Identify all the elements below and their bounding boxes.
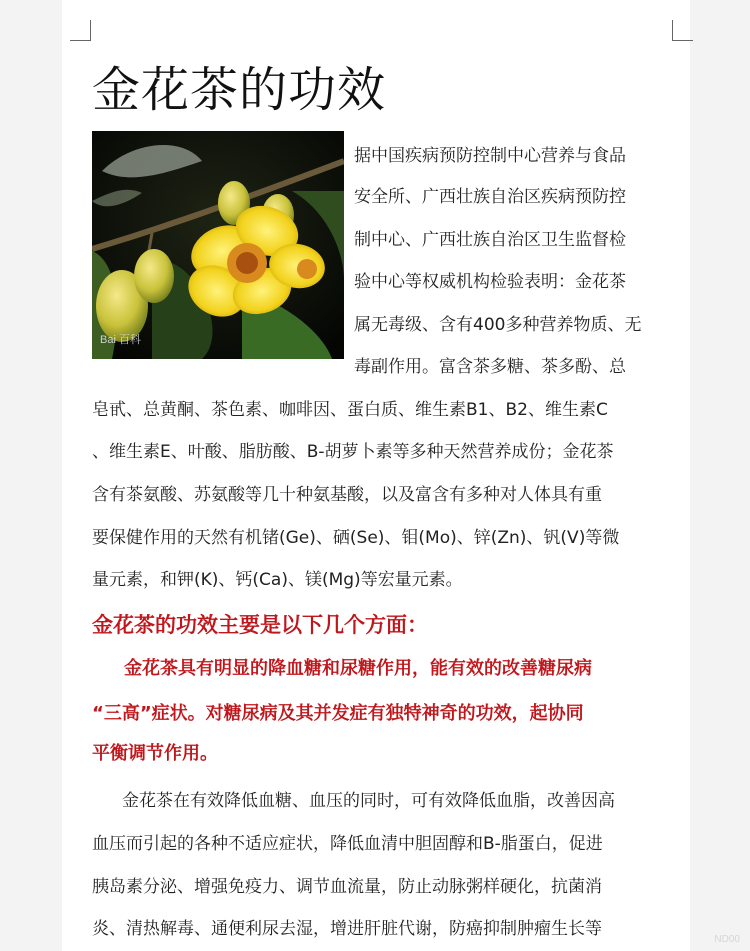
corner-watermark: ND00 xyxy=(714,934,740,945)
text-line: 金花茶在有效降低血糖、血压的同时，可有效降低血脂，改善因高 xyxy=(122,791,615,811)
text-line: 要保健作用的天然有机锗(Ge)、硒(Se)、钼(Mo)、锌(Zn)、钒(V)等微 xyxy=(92,528,620,548)
text-line: 金花茶具有明显的降血糖和尿糖作用，能有效的改善糖尿病 xyxy=(124,658,592,679)
section-heading: 金花茶的功效主要是以下几个方面： xyxy=(92,613,428,637)
text-line: 毒副作用。富含茶多糖、茶多酚、总 xyxy=(354,357,626,377)
photo-watermark: Bai 百科 xyxy=(100,334,141,346)
text-line: 、维生素E、叶酸、脂肪酸、B-胡萝卜素等多种天然营养成份；金花茶 xyxy=(92,442,614,462)
text-line: 量元素，和钾(K)、钙(Ca)、镁(Mg)等宏量元素。 xyxy=(92,570,463,590)
text-line: 据中国疾病预防控制中心营养与食品 xyxy=(354,146,626,166)
document-title: 金花茶的功效 xyxy=(92,62,387,118)
flower-illustration xyxy=(92,131,344,359)
page-corner-mark-left xyxy=(70,20,91,41)
text-line: 炎、清热解毒、通便利尿去湿，增进肝脏代谢，防癌抑制肿瘤生长等 xyxy=(92,919,602,939)
text-line: 含有茶氨酸、苏氨酸等几十种氨基酸，以及富含有多种对人体具有重 xyxy=(92,485,602,505)
text-line: 安全所、广西壮族自治区疾病预防控 xyxy=(354,187,626,207)
page-corner-mark-right xyxy=(672,20,693,41)
text-line: 平衡调节作用。 xyxy=(92,743,218,764)
text-line: “三高”症状。对糖尿病及其并发症有独特神奇的功效，起协同 xyxy=(92,703,584,724)
camellia-flower-photo xyxy=(92,131,344,359)
text-line: 制中心、广西壮族自治区卫生监督检 xyxy=(354,230,626,250)
text-line: 验中心等权威机构检验表明：金花茶 xyxy=(354,272,626,292)
text-line: 胰岛素分泌、增强免疫力、调节血流量，防止动脉粥样硬化，抗菌消 xyxy=(92,877,602,897)
text-line: 血压而引起的各种不适应症状，降低血清中胆固醇和B-脂蛋白，促进 xyxy=(92,834,603,854)
text-line: 属无毒级、含有400多种营养物质、无 xyxy=(354,315,642,335)
text-line: 皂甙、总黄酮、茶色素、咖啡因、蛋白质、维生素B1、B2、维生素C xyxy=(92,400,608,420)
